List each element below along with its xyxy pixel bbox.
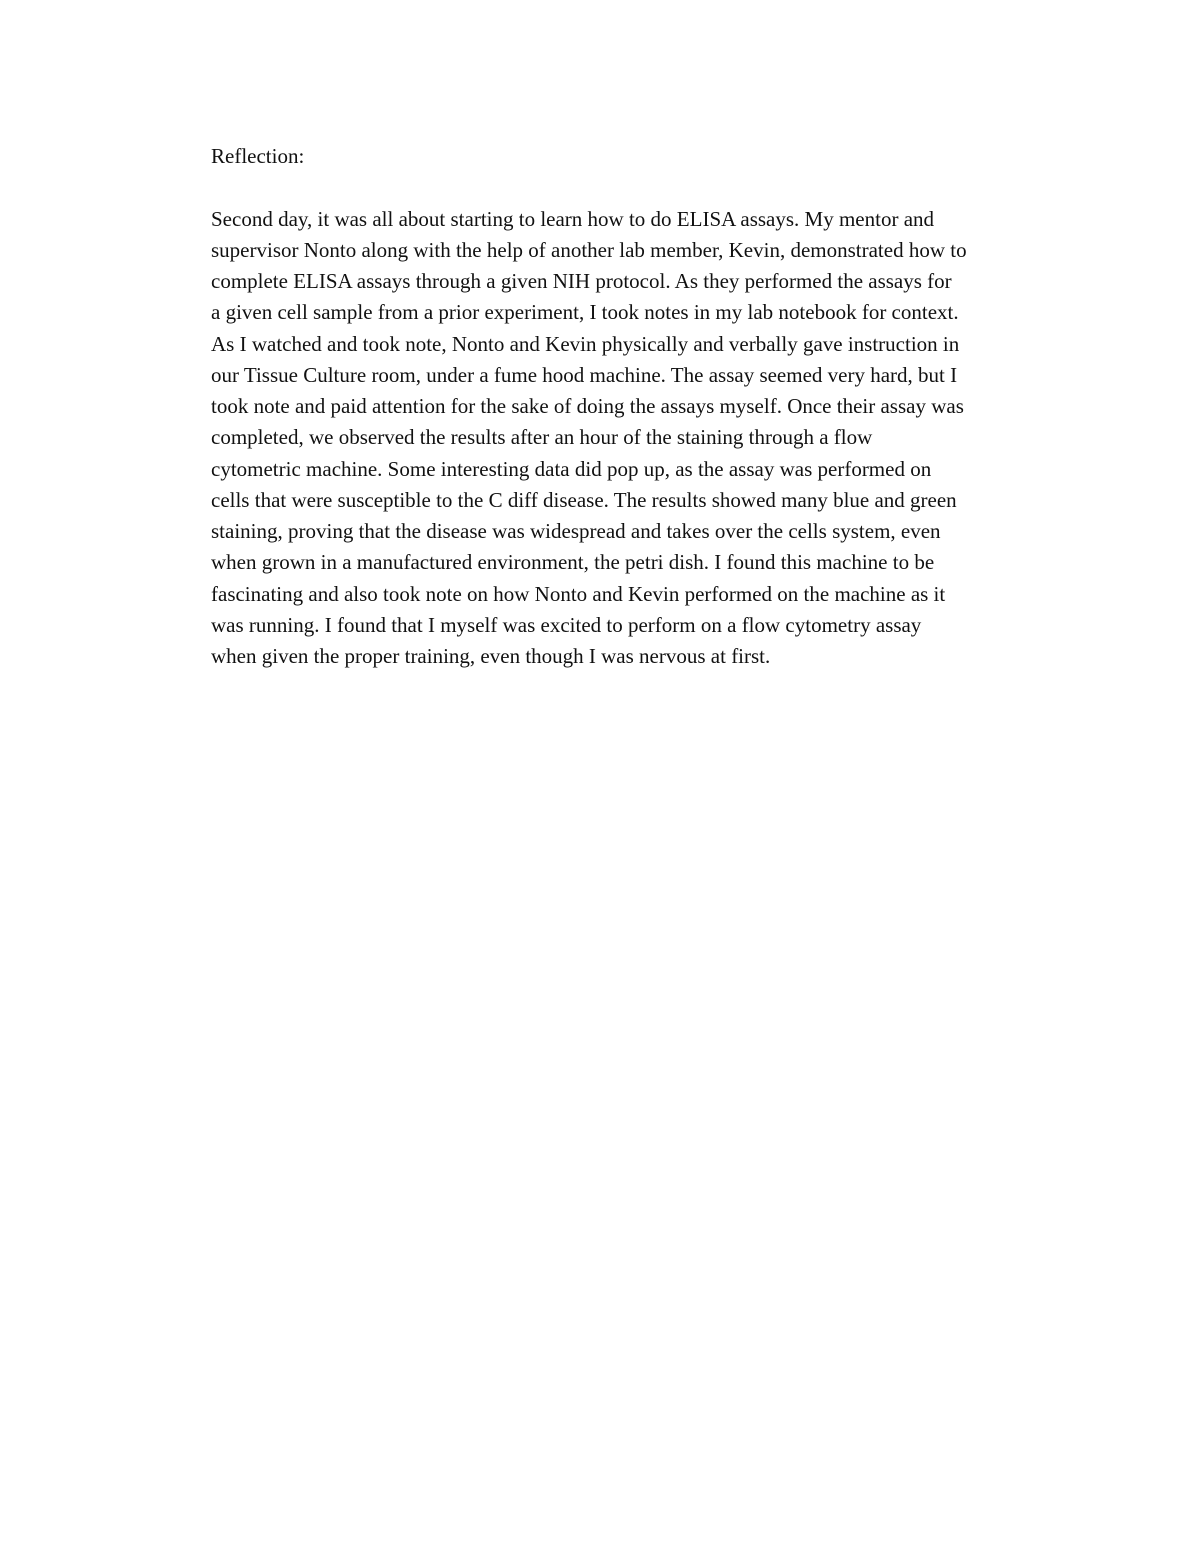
paragraph-line: supervisor Nonto along with the help of another lab member, Kevin, demonstrated how to xyxy=(211,237,967,262)
paragraph-line: our Tissue Culture room, under a fume hood machine. The assay seemed very hard, but I xyxy=(211,362,958,387)
paragraph-line: complete ELISA assays through a given NIH protocol. As they performed the assays for xyxy=(211,269,952,293)
paragraph-line: cells that were susceptible to the C diff disease. The results showed many blue and green xyxy=(211,487,957,512)
reflection-paragraph xyxy=(211,204,1081,673)
reflection-heading: Reflection: xyxy=(211,144,305,168)
paragraph-line: was running. I found that I myself was excited to perform on a flow cytometry assay xyxy=(211,612,922,637)
paragraph-line: a given cell sample from a prior experiment, I took notes in my lab notebook for context. xyxy=(211,300,959,325)
paragraph-line: staining, proving that the disease was widespread and takes over the cells system, even xyxy=(211,519,941,543)
paragraph-line: completed, we observed the results after an hour of the staining through a flow xyxy=(211,425,873,450)
paragraph-line: took note and paid attention for the sake of doing the assays myself. Once their assay was xyxy=(211,394,964,418)
paragraph-line: when grown in a manufactured environment, the petri dish. I found this machine to be xyxy=(211,550,935,575)
paragraph-line: Second day, it was all about starting to learn how to do ELISA assays. My mentor and xyxy=(211,206,935,231)
paragraph-line: As I watched and took note, Nonto and Kevin physically and verbally gave instruction in xyxy=(211,331,960,356)
document-content xyxy=(211,141,1081,672)
paragraph-line: when given the proper training, even though I was nervous at first. xyxy=(211,644,771,668)
paragraph-line: cytometric machine. Some interesting data did pop up, as the assay was performed on xyxy=(211,456,932,481)
paragraph-line: fascinating and also took note on how Nonto and Kevin performed on the machine as it xyxy=(211,581,946,606)
